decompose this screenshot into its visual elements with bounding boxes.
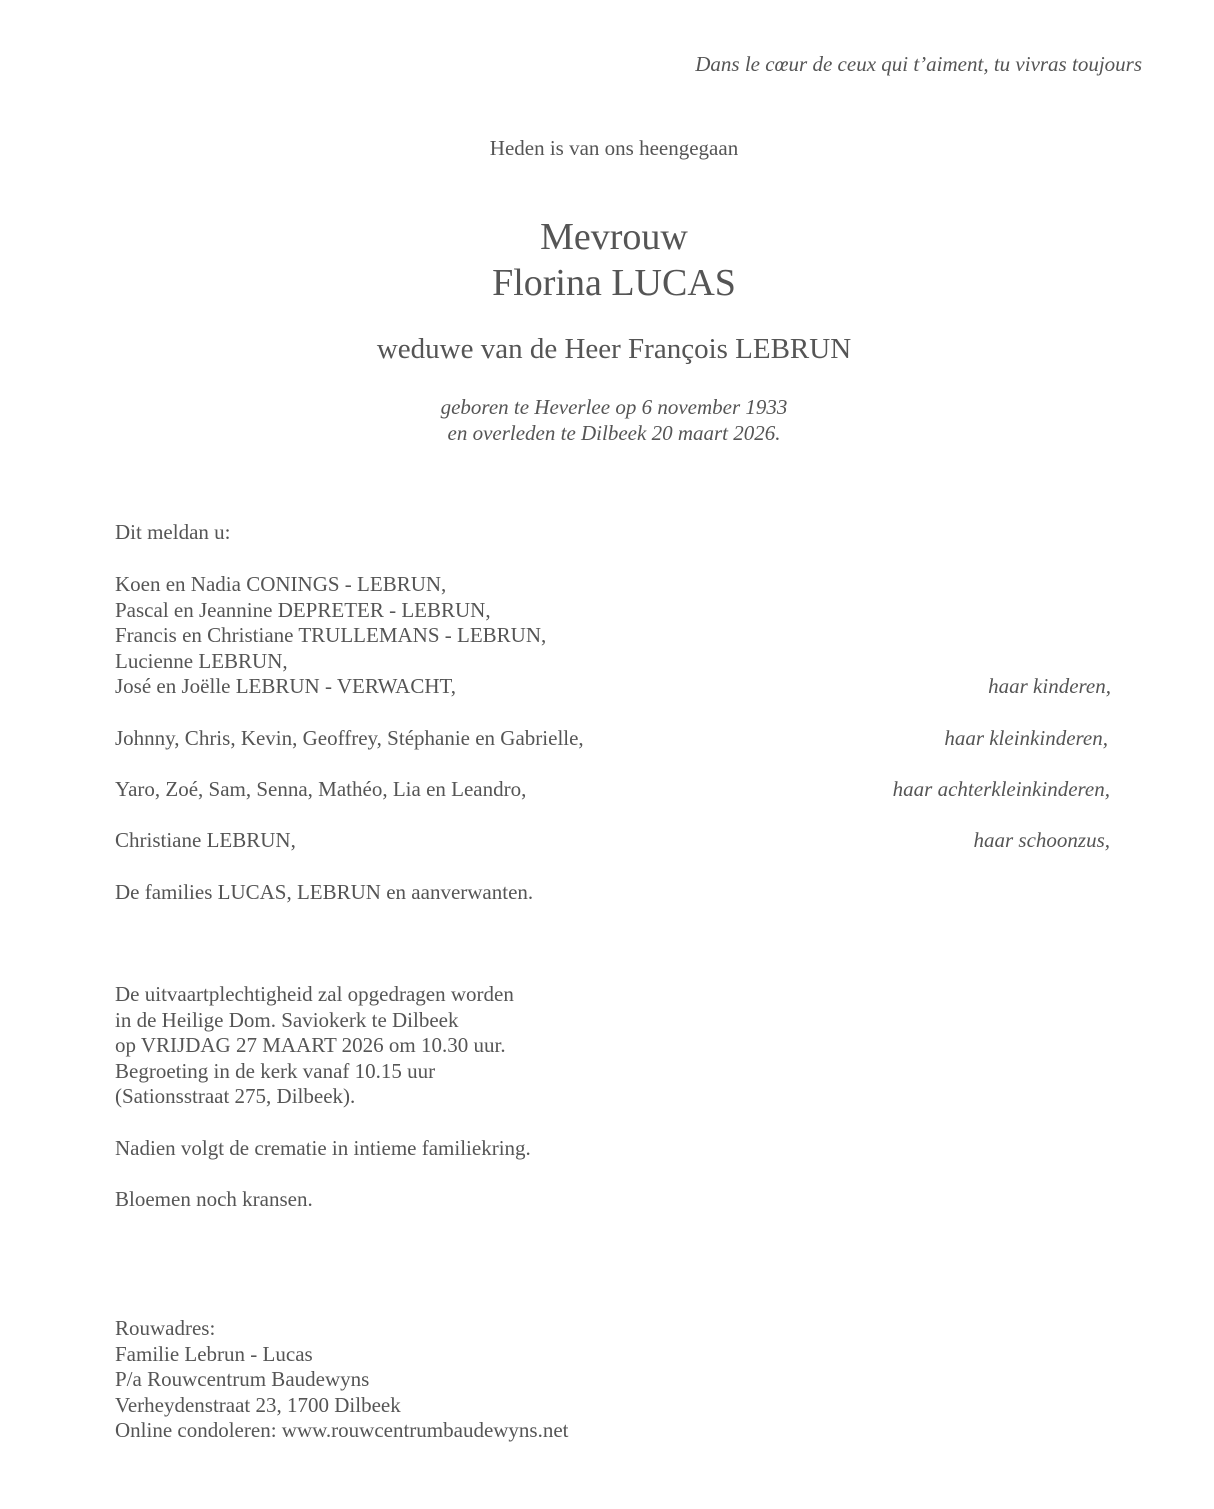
- address-line: Verheydenstraat 23, 1700 Dilbeek: [115, 1392, 401, 1417]
- birth-line: geboren te Heverlee op 6 november 1933: [440, 395, 788, 419]
- deceased-name: Florina LUCAS: [492, 262, 736, 304]
- great-grandchildren-names: Yaro, Zoé, Sam, Senna, Mathéo, Lia en Leandro,: [115, 777, 527, 801]
- address-line: Familie Lebrun - Lucas: [115, 1341, 313, 1366]
- great-grandchildren-group: [115, 777, 1111, 803]
- grandchildren-role: haar kleinkinderen,: [944, 726, 1108, 750]
- ceremony-line: Begroeting in de kerk vanaf 10.15 uur: [115, 1058, 436, 1083]
- address-line: P/a Rouwcentrum Baudewyns: [115, 1367, 370, 1391]
- ceremony-line: De uitvaartplechtigheid zal opgedragen worden: [115, 982, 514, 1006]
- children-group: [115, 572, 1111, 700]
- salutation: Mevrouw: [540, 216, 688, 258]
- child-name: José en Joëlle LEBRUN - VERWACHT,: [115, 674, 457, 698]
- flowers-line: Bloemen noch kransen.: [115, 1187, 313, 1211]
- child-name: Pascal en Jeannine DEPRETER - LEBRUN,: [115, 597, 491, 622]
- birth-death-dates: [0, 394, 1214, 446]
- grandchildren-names: Johnny, Chris, Kevin, Geoffrey, Stéphanie en Gabrielle,: [115, 726, 584, 750]
- children-role: haar kinderen,: [988, 674, 1111, 698]
- death-line: en overleden te Dilbeek 20 maart 2026.: [447, 421, 781, 445]
- widow-of-line: weduwe van de Heer François LEBRUN: [376, 333, 852, 365]
- address-label: Rouwadres:: [115, 1316, 216, 1340]
- motto-quote: Dans le cœur de ceux qui t’aiment, tu vivras toujours: [695, 52, 1142, 76]
- great-grandchildren-role: haar achterkleinkinderen,: [892, 777, 1110, 801]
- families-line: De families LUCAS, LEBRUN en aanverwanten.: [115, 880, 534, 904]
- ceremony-block: [115, 982, 1111, 1110]
- ceremony-line: (Sationsstraat 275, Dilbeek).: [115, 1084, 356, 1108]
- cremation-line: Nadien volgt de crematie in intieme familiekring.: [115, 1136, 531, 1160]
- children-last-row: [115, 674, 1111, 700]
- child-name: Francis en Christiane TRULLEMANS - LEBRUN,: [115, 623, 547, 647]
- sister-in-law-name: Christiane LEBRUN,: [115, 828, 296, 852]
- sister-in-law-group: [115, 828, 1111, 854]
- sister-in-law-role: haar schoonzus,: [973, 828, 1110, 852]
- ceremony-line: in de Heilige Dom. Saviokerk te Dilbeek: [115, 1007, 459, 1032]
- child-name: Koen en Nadia CONINGS - LEBRUN,: [115, 572, 447, 596]
- intro-line: Heden is van ons heengegaan: [489, 136, 739, 160]
- child-name: Lucienne LEBRUN,: [115, 648, 288, 673]
- mourning-address: [115, 1316, 1111, 1444]
- online-condolence-line: Online condoleren: www.rouwcentrumbaudewyns.net: [115, 1418, 569, 1442]
- ceremony-line: op VRIJDAG 27 MAART 2026 om 10.30 uur.: [115, 1033, 506, 1057]
- grandchildren-group: [115, 726, 1111, 752]
- announce-label: Dit meldan u:: [115, 520, 231, 544]
